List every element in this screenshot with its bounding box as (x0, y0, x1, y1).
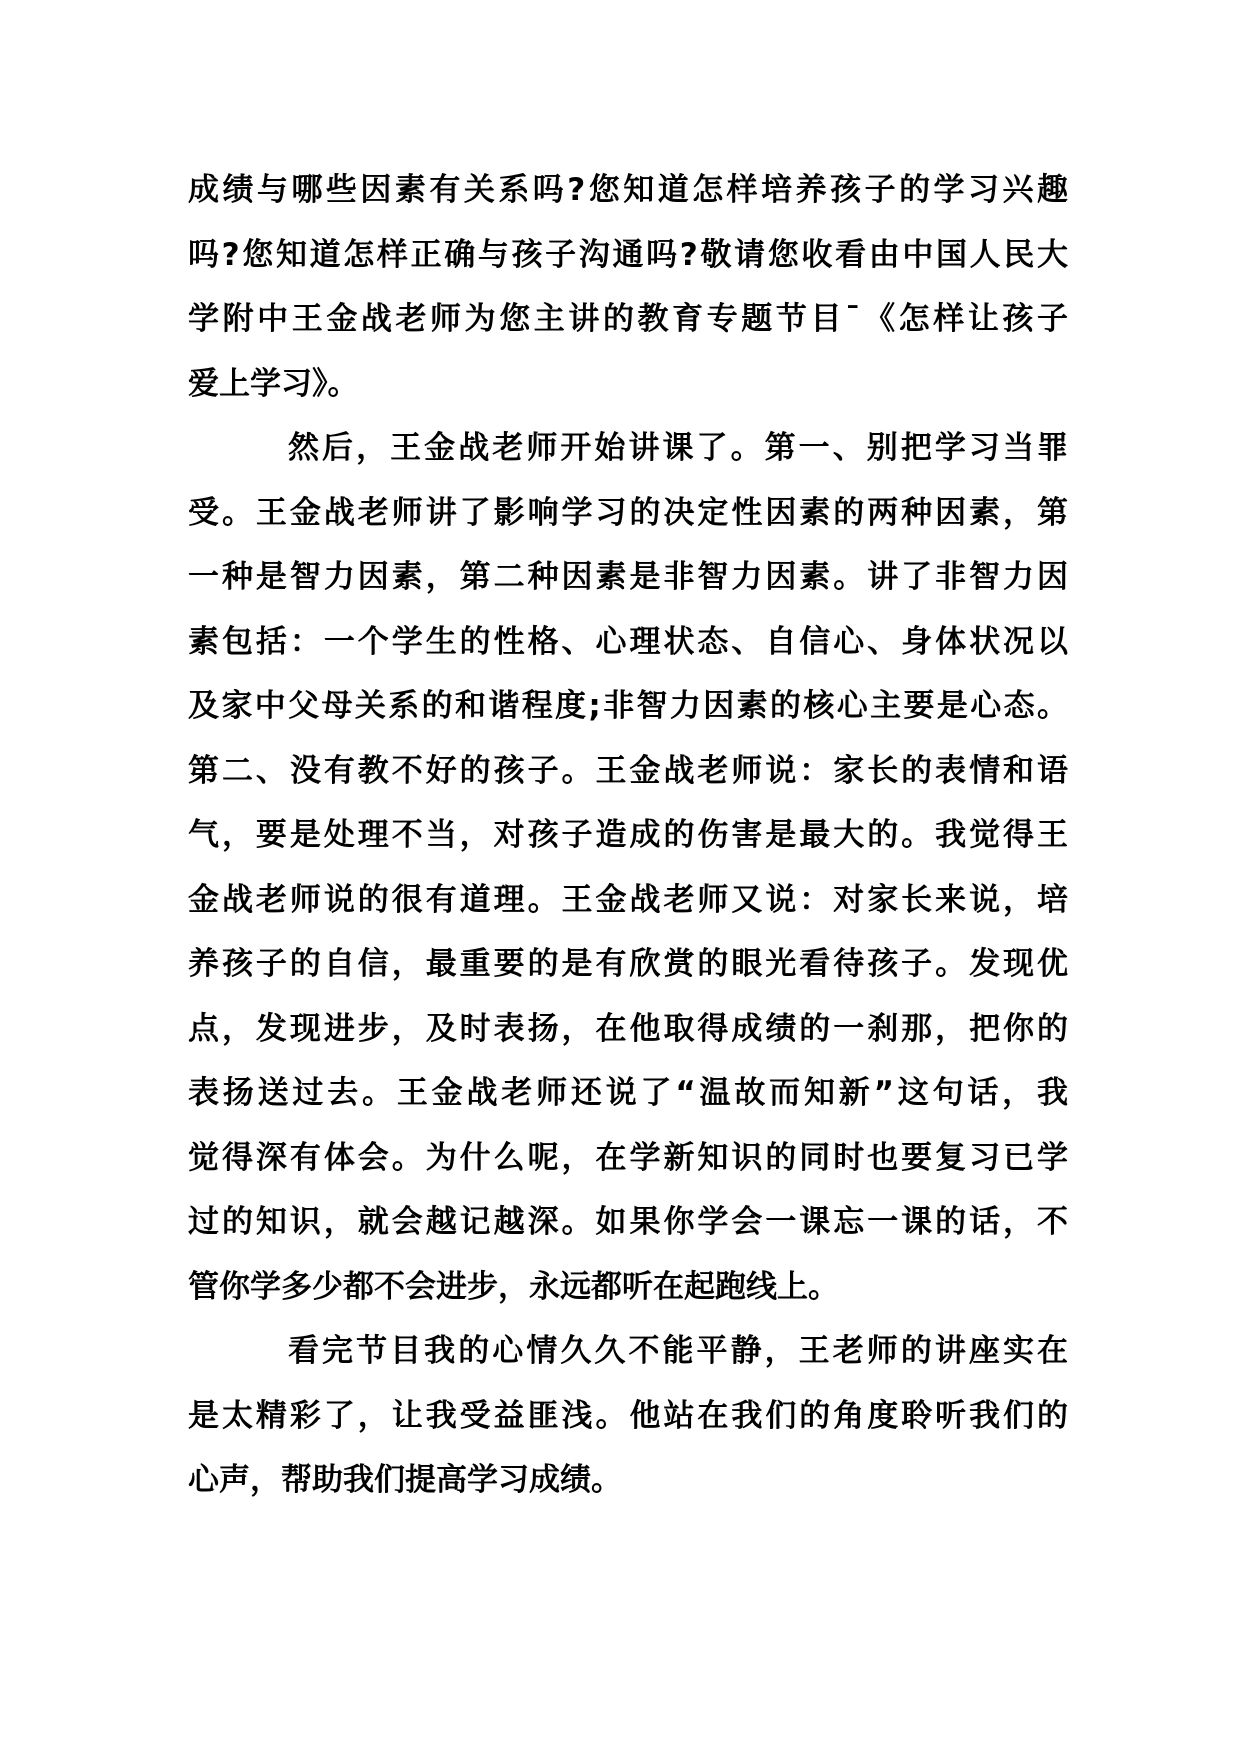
text-line: 及家中父母关系的和谐程度;非智力因素的核心主要是心态。 (188, 688, 1068, 724)
paragraph-lecture (188, 416, 1068, 1319)
text-line: 觉得深有体会。为什么呢，在学新知识的同时也要复习已学 (188, 1139, 1068, 1176)
text-line: 管你学多少都不会进步，永远都听在起跑线上。 (188, 1268, 839, 1305)
text-line: 过的知识，就会越记越深。如果你学会一课忘一课的话，不 (188, 1204, 1068, 1240)
text-line: 吗?您知道怎样正确与孩子沟通吗?敬请您收看由中国人民大 (188, 236, 1068, 273)
text-line: 气，要是处理不当，对孩子造成的伤害是最大的。我觉得王 (188, 817, 1068, 853)
text-line: 学附中王金战老师为您主讲的教育专题节目¯《怎样让孩子 (188, 301, 1068, 337)
text-line: 然后，王金战老师开始讲课了。第一、别把学习当罪 (288, 430, 1068, 466)
paragraph-conclusion (188, 1319, 1068, 1513)
text-line: 受。王金战老师讲了影响学习的决定性因素的两种因素，第 (188, 494, 1068, 531)
text-line: 成绩与哪些因素有关系吗?您知道怎样培养孩子的学习兴趣 (188, 172, 1068, 208)
text-line: 金战老师说的很有道理。王金战老师又说：对家长来说，培 (188, 881, 1068, 918)
text-line: 心声，帮助我们提高学习成绩。 (188, 1462, 622, 1498)
text-line: 素包括：一个学生的性格、心理状态、自信心、身体状况以 (188, 623, 1068, 660)
text-line: 看完节目我的心情久久不能平静，王老师的讲座实在 (288, 1333, 1068, 1369)
text-line: 一种是智力因素，第二种因素是非智力因素。讲了非智力因 (188, 559, 1068, 595)
text-line: 表扬送过去。王金战老师还说了“温故而知新”这句话，我 (188, 1075, 1068, 1111)
text-line: 爱上学习》。 (188, 365, 359, 402)
document-body (188, 158, 1068, 1513)
text-line: 是太精彩了，让我受益匪浅。他站在我们的角度聆听我们的 (188, 1397, 1068, 1434)
text-line: 第二、没有教不好的孩子。王金战老师说：家长的表情和语 (188, 752, 1068, 789)
text-line: 点，发现进步，及时表扬，在他取得成绩的一刹那，把你的 (188, 1010, 1068, 1047)
paragraph-intro (188, 158, 1068, 416)
text-line: 养孩子的自信，最重要的是有欣赏的眼光看待孩子。发现优 (188, 946, 1068, 982)
